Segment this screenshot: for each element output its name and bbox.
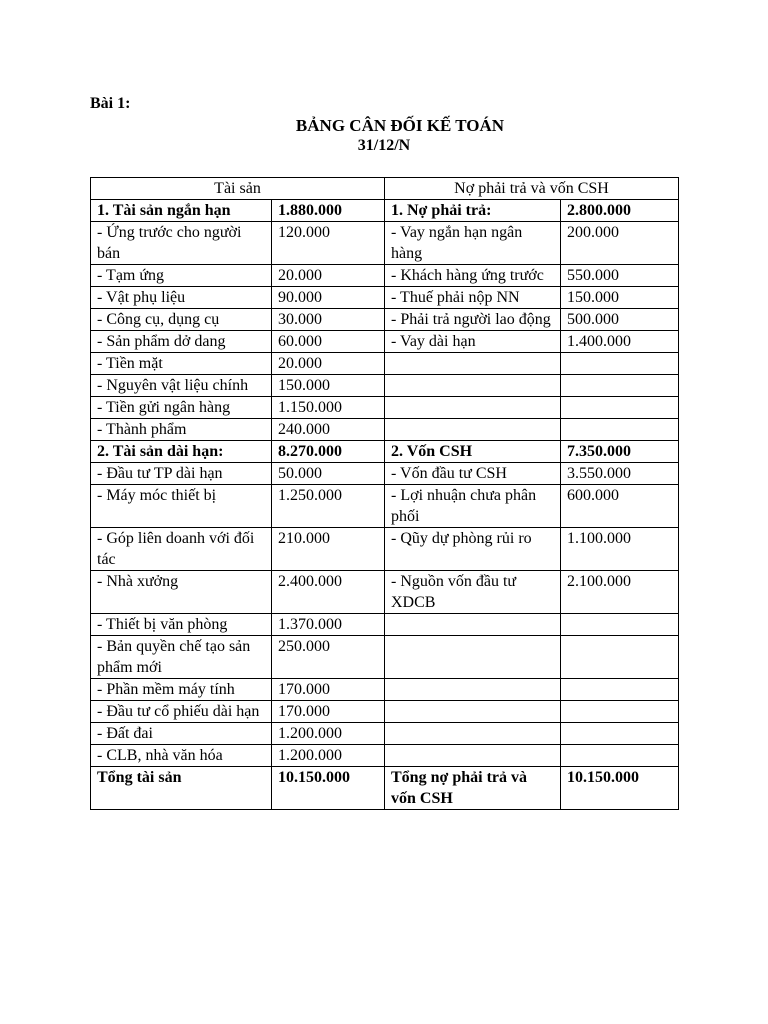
- table-row: [91, 265, 679, 287]
- table-row: [91, 745, 679, 767]
- liability-value: [561, 375, 679, 397]
- asset-label: - Máy móc thiết bị: [91, 485, 272, 528]
- asset-label: - Đất đai: [91, 723, 272, 745]
- asset-label: - Thiết bị văn phòng: [91, 614, 272, 636]
- asset-label: - Thành phẩm: [91, 419, 272, 441]
- asset-label: - Bản quyền chế tạo sản phẩm mới: [91, 636, 272, 679]
- asset-label: - CLB, nhà văn hóa: [91, 745, 272, 767]
- liability-value: 1.100.000: [561, 528, 679, 571]
- table-row: [91, 353, 679, 375]
- asset-value: 150.000: [272, 375, 385, 397]
- asset-value: 10.150.000: [272, 767, 385, 810]
- liability-label: [385, 636, 561, 679]
- liability-value: 500.000: [561, 309, 679, 331]
- table-row: [91, 701, 679, 723]
- asset-value: 250.000: [272, 636, 385, 679]
- liability-label: - Vay dài hạn: [385, 331, 561, 353]
- liability-value: [561, 723, 679, 745]
- table-row: [91, 375, 679, 397]
- asset-value: 170.000: [272, 679, 385, 701]
- table-row: [91, 485, 679, 528]
- liability-value: [561, 636, 679, 679]
- balance-sheet-table: [90, 177, 679, 810]
- liability-value: 550.000: [561, 265, 679, 287]
- asset-label: Tổng tài sản: [91, 767, 272, 810]
- table-row: [91, 636, 679, 679]
- asset-label: 2. Tài sản dài hạn:: [91, 441, 272, 463]
- liability-value: 600.000: [561, 485, 679, 528]
- liability-label: [385, 375, 561, 397]
- asset-value: 8.270.000: [272, 441, 385, 463]
- asset-label: - Góp liên doanh với đối tác: [91, 528, 272, 571]
- liability-label: [385, 745, 561, 767]
- liability-value: 200.000: [561, 222, 679, 265]
- asset-label: 1. Tài sản ngắn hạn: [91, 200, 272, 222]
- liability-label: [385, 679, 561, 701]
- liability-value: 10.150.000: [561, 767, 679, 810]
- liability-label: - Vay ngắn hạn ngân hàng: [385, 222, 561, 265]
- asset-value: 30.000: [272, 309, 385, 331]
- liability-label: 1. Nợ phải trả:: [385, 200, 561, 222]
- table-row: [91, 463, 679, 485]
- liability-label: - Qũy dự phòng rủi ro: [385, 528, 561, 571]
- liability-value: 2.800.000: [561, 200, 679, 222]
- asset-label: - Ứng trước cho người bán: [91, 222, 272, 265]
- table-row: [91, 571, 679, 614]
- asset-value: 210.000: [272, 528, 385, 571]
- table-header-row: [91, 178, 679, 200]
- table-row: [91, 614, 679, 636]
- asset-label: - Công cụ, dụng cụ: [91, 309, 272, 331]
- liability-label: - Phải trả người lao động: [385, 309, 561, 331]
- table-body: [91, 200, 679, 810]
- asset-value: 1.200.000: [272, 745, 385, 767]
- liability-label: - Vốn đầu tư CSH: [385, 463, 561, 485]
- liability-label: [385, 419, 561, 441]
- exercise-label: Bài 1:: [90, 95, 131, 112]
- asset-label: - Nguyên vật liệu chính: [91, 375, 272, 397]
- header-liabilities-equity: Nợ phải trả và vốn CSH: [385, 178, 679, 200]
- table-row: [91, 419, 679, 441]
- liability-value: 7.350.000: [561, 441, 679, 463]
- table-row: [91, 767, 679, 810]
- table-row: [91, 723, 679, 745]
- liability-label: [385, 353, 561, 375]
- liability-label: Tổng nợ phải trả và vốn CSH: [385, 767, 561, 810]
- liability-label: [385, 701, 561, 723]
- asset-label: - Sản phẩm dở dang: [91, 331, 272, 353]
- table-row: [91, 309, 679, 331]
- liability-value: [561, 701, 679, 723]
- liability-label: [385, 723, 561, 745]
- liability-value: [561, 614, 679, 636]
- asset-value: 50.000: [272, 463, 385, 485]
- asset-value: 20.000: [272, 353, 385, 375]
- liability-value: [561, 353, 679, 375]
- table-row: [91, 331, 679, 353]
- asset-value: 1.200.000: [272, 723, 385, 745]
- asset-label: - Phần mềm máy tính: [91, 679, 272, 701]
- liability-value: 3.550.000: [561, 463, 679, 485]
- table-row: [91, 679, 679, 701]
- table-row: [91, 222, 679, 265]
- asset-label: - Đầu tư TP dài hạn: [91, 463, 272, 485]
- liability-value: [561, 419, 679, 441]
- asset-label: - Tiền gửi ngân hàng: [91, 397, 272, 419]
- liability-value: [561, 679, 679, 701]
- asset-value: 1.150.000: [272, 397, 385, 419]
- table-row: [91, 441, 679, 463]
- liability-label: - Thuế phải nộp NN: [385, 287, 561, 309]
- liability-label: [385, 614, 561, 636]
- header-assets: Tài sản: [91, 178, 385, 200]
- liability-label: - Khách hàng ứng trước: [385, 265, 561, 287]
- table-row: [91, 200, 679, 222]
- liability-value: 1.400.000: [561, 331, 679, 353]
- table-row: [91, 287, 679, 309]
- table-row: [91, 397, 679, 419]
- asset-value: 120.000: [272, 222, 385, 265]
- asset-value: 20.000: [272, 265, 385, 287]
- asset-value: 170.000: [272, 701, 385, 723]
- liability-label: [385, 397, 561, 419]
- asset-value: 1.880.000: [272, 200, 385, 222]
- asset-label: - Đầu tư cổ phiếu dài hạn: [91, 701, 272, 723]
- liability-label: - Nguồn vốn đầu tư XDCB: [385, 571, 561, 614]
- asset-label: - Tạm ứng: [91, 265, 272, 287]
- asset-value: 1.370.000: [272, 614, 385, 636]
- document-date: 31/12/N: [357, 137, 411, 154]
- table-row: [91, 528, 679, 571]
- liability-label: 2. Vốn CSH: [385, 441, 561, 463]
- liability-value: [561, 397, 679, 419]
- liability-value: 150.000: [561, 287, 679, 309]
- asset-value: 60.000: [272, 331, 385, 353]
- asset-value: 90.000: [272, 287, 385, 309]
- asset-label: - Tiền mặt: [91, 353, 272, 375]
- liability-value: [561, 745, 679, 767]
- asset-value: 1.250.000: [272, 485, 385, 528]
- document-title: BẢNG CÂN ĐỐI KẾ TOÁN: [295, 116, 505, 135]
- asset-value: 240.000: [272, 419, 385, 441]
- liability-value: 2.100.000: [561, 571, 679, 614]
- asset-value: 2.400.000: [272, 571, 385, 614]
- liability-label: - Lợi nhuận chưa phân phối: [385, 485, 561, 528]
- asset-label: - Nhà xưởng: [91, 571, 272, 614]
- asset-label: - Vật phụ liệu: [91, 287, 272, 309]
